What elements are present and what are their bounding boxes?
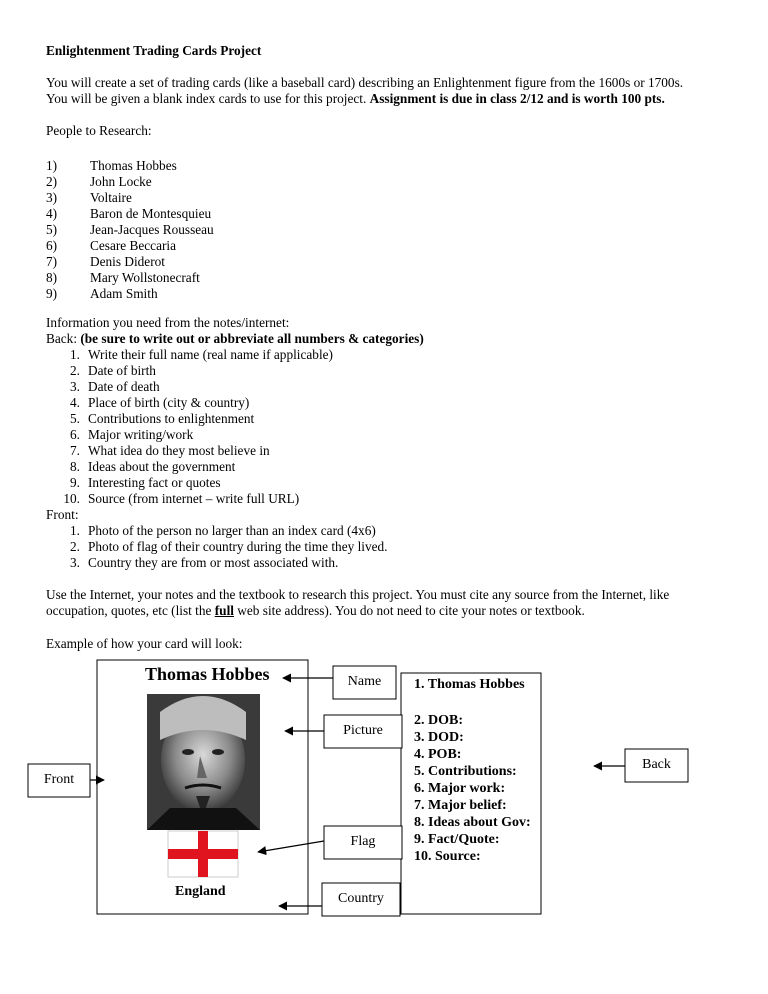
back-card-line: 1. Thomas Hobbes xyxy=(414,677,525,692)
front-heading: Front: xyxy=(46,507,79,522)
list-item: 5) Jean-Jacques Rousseau xyxy=(46,222,214,237)
back-card-line: 8. Ideas about Gov: xyxy=(414,815,531,830)
list-item: 2. Photo of flag of their country during the time they lived. xyxy=(70,539,388,554)
list-item: 5. Contributions to enlightenment xyxy=(70,411,255,426)
people-heading: People to Research: xyxy=(46,123,152,138)
list-item: 1) Thomas Hobbes xyxy=(46,158,177,173)
back-card-fields xyxy=(414,676,531,865)
back-heading-note: (be sure to write out or abbreviate all numbers & categories) xyxy=(80,331,424,346)
intro-line-2-text: You will be given a blank index cards to use for this project. xyxy=(46,91,370,106)
list-item: 6. Major writing/work xyxy=(70,427,194,442)
back-label: Back xyxy=(642,757,671,772)
list-item: 3. Date of death xyxy=(70,379,160,394)
research-instructions: Use the Internet, your notes and the textbook to research this project. You must cite any source from the Internet, like occupation, quotes, etc (list the full web site address). You do not need to cite your notes or textbook. xyxy=(46,587,670,618)
list-item: 3. Country they are from or most associated with. xyxy=(70,555,339,570)
england-flag-icon xyxy=(168,831,238,877)
back-card-line: 7. Major belief: xyxy=(414,798,507,813)
name-label: Name xyxy=(347,674,382,689)
list-item: 4) Baron de Montesquieu xyxy=(46,206,212,221)
back-card-line: 2. DOB: xyxy=(414,713,463,728)
list-item: 3) Voltaire xyxy=(46,190,132,205)
info-heading: Information you need from the notes/internet: xyxy=(46,315,290,330)
list-item: 2. Date of birth xyxy=(70,363,156,378)
list-item: 9. Interesting fact or quotes xyxy=(70,475,221,490)
picture-label: Picture xyxy=(343,723,383,738)
list-item: 2) John Locke xyxy=(46,174,152,189)
full-emphasis: full xyxy=(214,603,234,618)
card-name: Thomas Hobbes xyxy=(145,664,270,684)
back-card-line: 9. Fact/Quote: xyxy=(414,832,500,847)
portrait-hobbes-icon xyxy=(147,694,260,830)
list-item: 1. Photo of the person no larger than an index card (4x6) xyxy=(70,523,376,538)
list-item: 6) Cesare Beccaria xyxy=(46,238,177,253)
example-heading: Example of how your card will look: xyxy=(46,636,243,651)
flag-label: Flag xyxy=(350,834,376,849)
page-title: Enlightenment Trading Cards Project xyxy=(46,43,262,58)
back-heading: Back: (be sure to write out or abbreviate all numbers & categories) xyxy=(46,331,424,346)
back-card-line: 3. DOD: xyxy=(414,730,464,745)
list-item: 8) Mary Wollstonecraft xyxy=(46,270,200,285)
card-country: England xyxy=(175,884,226,899)
back-card-line: 6. Major work: xyxy=(414,781,506,796)
list-item: 1. Write their full name (real name if applicable) xyxy=(70,347,333,362)
back-card-line: 4. POB: xyxy=(414,747,462,762)
list-item: 7) Denis Diderot xyxy=(46,254,165,269)
due-date-notice: Assignment is due in class 2/12 and is worth 100 pts. xyxy=(369,91,665,106)
country-label: Country xyxy=(338,891,384,906)
intro-line-1: You will create a set of trading cards (like a baseball card) describing an Enlightenment figure from the 1600s or 1700s. xyxy=(46,75,684,90)
list-item: 7. What idea do they most believe in xyxy=(70,443,270,458)
back-card-line: 10. Source: xyxy=(414,849,481,864)
list-item: 8. Ideas about the government xyxy=(70,459,236,474)
front-label: Front xyxy=(43,772,75,787)
back-card-line: 5. Contributions: xyxy=(414,764,517,779)
list-item: 10. Source (from internet – write full URL) xyxy=(63,491,300,506)
list-item: 4. Place of birth (city & country) xyxy=(70,395,250,410)
list-item: 9) Adam Smith xyxy=(46,286,158,301)
